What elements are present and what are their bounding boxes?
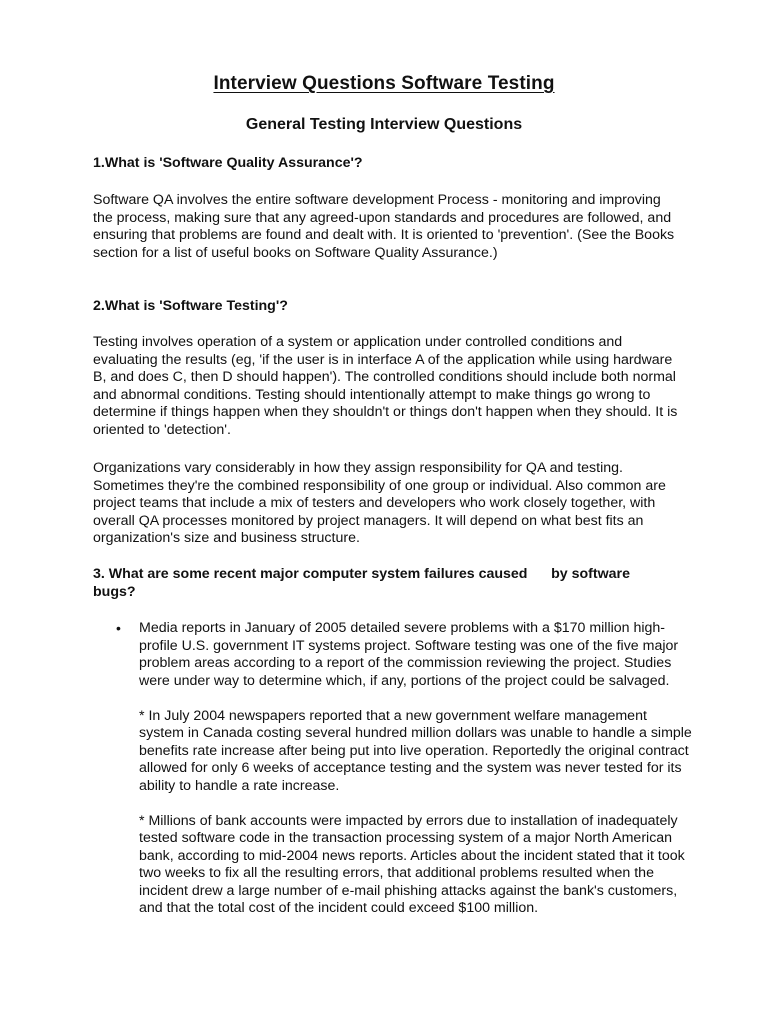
document-title: Interview Questions Software Testing xyxy=(213,73,555,94)
bullet-icon: • xyxy=(116,620,121,636)
question-2-heading: 2.What is 'Software Testing'? xyxy=(93,298,288,314)
list-item-paragraph: * Millions of bank accounts were impacted by errors due to installation of inadequately tested software code in the transaction processing system of a major North American bank, according to mid-2004 news reports. Articles about the incident stated that it took two weeks to fix all the resulting errors, that additional problems resulted when the incident drew a large number of e-mail phishing attacks against the bank's customers, and that the total cost of the incident could exceed $100 million. xyxy=(139,812,685,916)
failures-list xyxy=(93,620,693,935)
question-1-answer: Software QA involves the entire software development Process - monitoring and improving the process, making sure that any agreed-upon standards and procedures are followed, and ensuring that problems are found and dealt with. It is oriented to 'prevention'. (See the Books section for a list of useful books on Software Quality Assurance.) xyxy=(93,192,675,261)
question-2-answer-paragraph-1: Testing involves operation of a system or application under controlled conditions and evaluating the results (eg, 'if the user is in interface A of the application while using hardware B, and does C, then D should happen'). The controlled conditions should include both normal and abnormal conditions. Testing should intentionally attempt to make things go wrong to determine if things happen when they shouldn't or things don't happen when they should. It is oriented to 'detection'. xyxy=(93,334,678,438)
list-item-paragraph: Media reports in January of 2005 detailed severe problems with a $170 million high-profile U.S. government IT systems project. Software testing was one of the five major problem areas according to a report of the commission reviewing the project. Studies were under way to determine which, if any, portions of the project could be salvaged. xyxy=(139,620,679,689)
section-title: General Testing Interview Questions xyxy=(245,116,523,133)
list-item xyxy=(93,620,693,918)
question-3-heading: 3. What are some recent major computer system failures caused by software bugs? xyxy=(93,566,634,600)
question-2-answer-paragraph-2: Organizations vary considerably in how they assign responsibility for QA and testing. Sometimes they're the combined responsibility of one group or individual. Also common are project teams that include a mix of testers and developers who work closely together, with overall QA processes monitored by project managers. It will depend on what best fits an organization's size and business structure. xyxy=(93,460,666,546)
list-item-paragraph: * In July 2004 newspapers reported that a new government welfare management system in Canada costing several hundred million dollars was unable to handle a simple benefits rate increase after being put into live operation. Reportedly the original contract allowed for only 6 weeks of acceptance testing and the system was never tested for its ability to handle a rate increase. xyxy=(139,707,692,794)
question-1-heading: 1.What is 'Software Quality Assurance'? xyxy=(93,155,363,171)
